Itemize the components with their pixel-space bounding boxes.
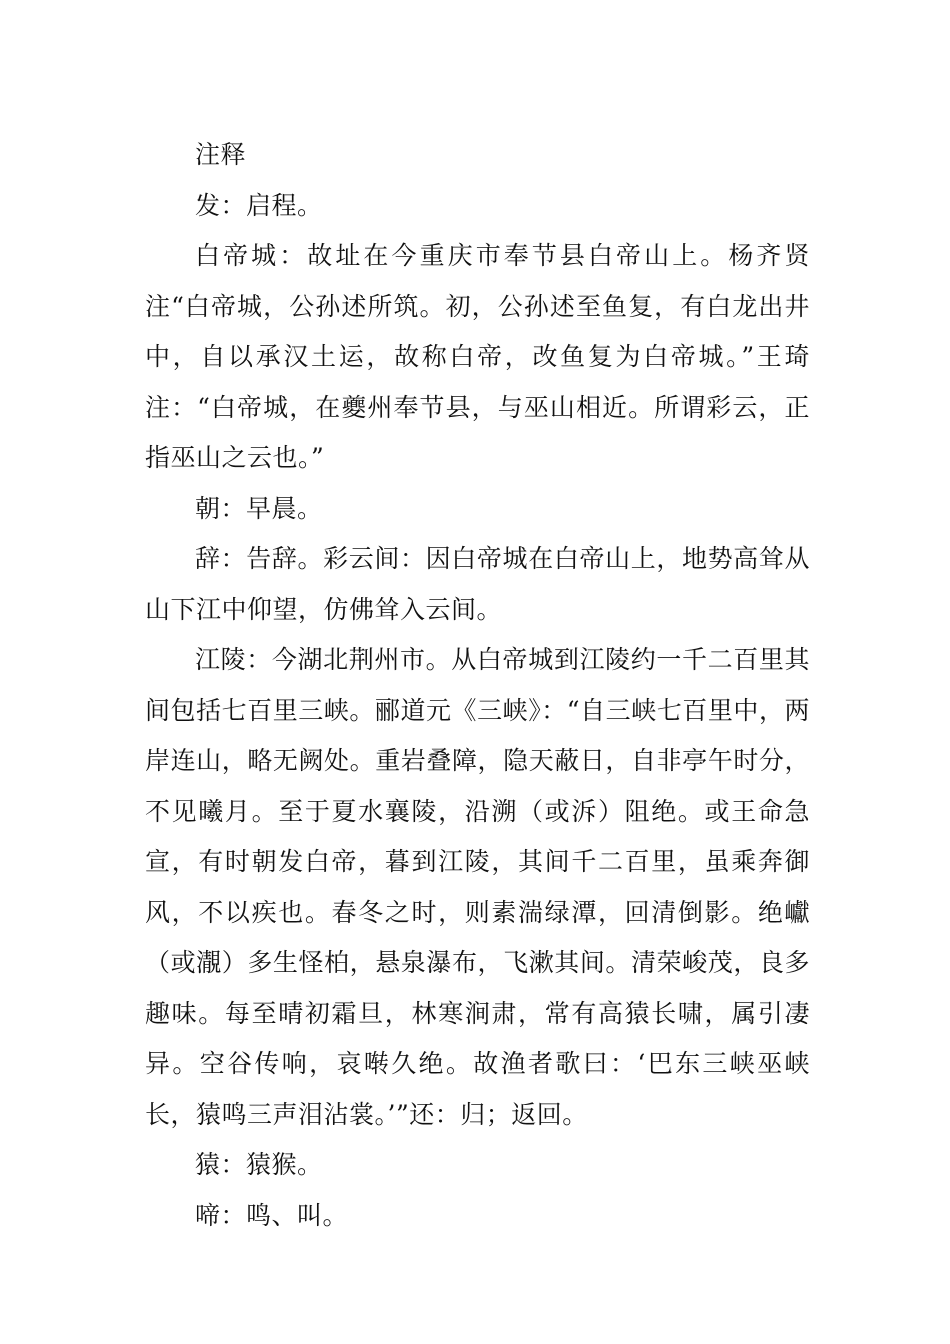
note-fa: 发：启程。 bbox=[195, 190, 323, 220]
note-zhao: 朝：早晨。 bbox=[195, 493, 323, 523]
note-baidicheng: 白帝城：故址在今重庆市奉节县白帝山上。杨齐贤注“白帝城，公孙述所筑。初，公孙述至鱼复，有白龙出井中，自以承汉土运，故称白帝，改鱼复为白帝城。”王琦注：“白帝城，在夔州奉节县，与巫山相近。所谓彩云，正指巫山之云也。” bbox=[145, 241, 810, 472]
section-heading: 注释 bbox=[195, 140, 247, 169]
note-yuan: 猿：猿猴。 bbox=[195, 1150, 323, 1179]
note-ci: 辞：告辞。彩云间：因白帝城在白帝山上，地势高耸从山下江中仰望，仿佛耸入云间。 bbox=[145, 544, 810, 624]
annotation-section bbox=[145, 130, 810, 1241]
note-jiangling: 江陵：今湖北荆州市。从白帝城到江陵约一千二百里其间包括七百里三峡。郦道元《三峡》：“自三峡七百里中，两岸连山，略无阙处。重岩叠障，隐天蔽日，自非亭午时分，不见曦月。至于夏水襄陵，沿溯（或泝）阻绝。或王命急宣，有时朝发白帝，暮到江陵，其间千二百里，虽乘奔御风，不以疾也。春冬之时，则素湍绿潭，回清倒影。绝巘（或㵾）多生怪柏，悬泉瀑布，飞漱其间。清荣峻茂，良多趣味。每至晴初霜旦，林寒涧肃，常有高猿长啸，属引凄异。空谷传响，哀啭久绝。故渔者歌曰：‘巴东三峡巫峡长，猿鸣三声泪沾裳。’”还：归；返回。 bbox=[145, 645, 810, 1129]
note-ti: 啼：鸣、叫。 bbox=[195, 1200, 349, 1230]
